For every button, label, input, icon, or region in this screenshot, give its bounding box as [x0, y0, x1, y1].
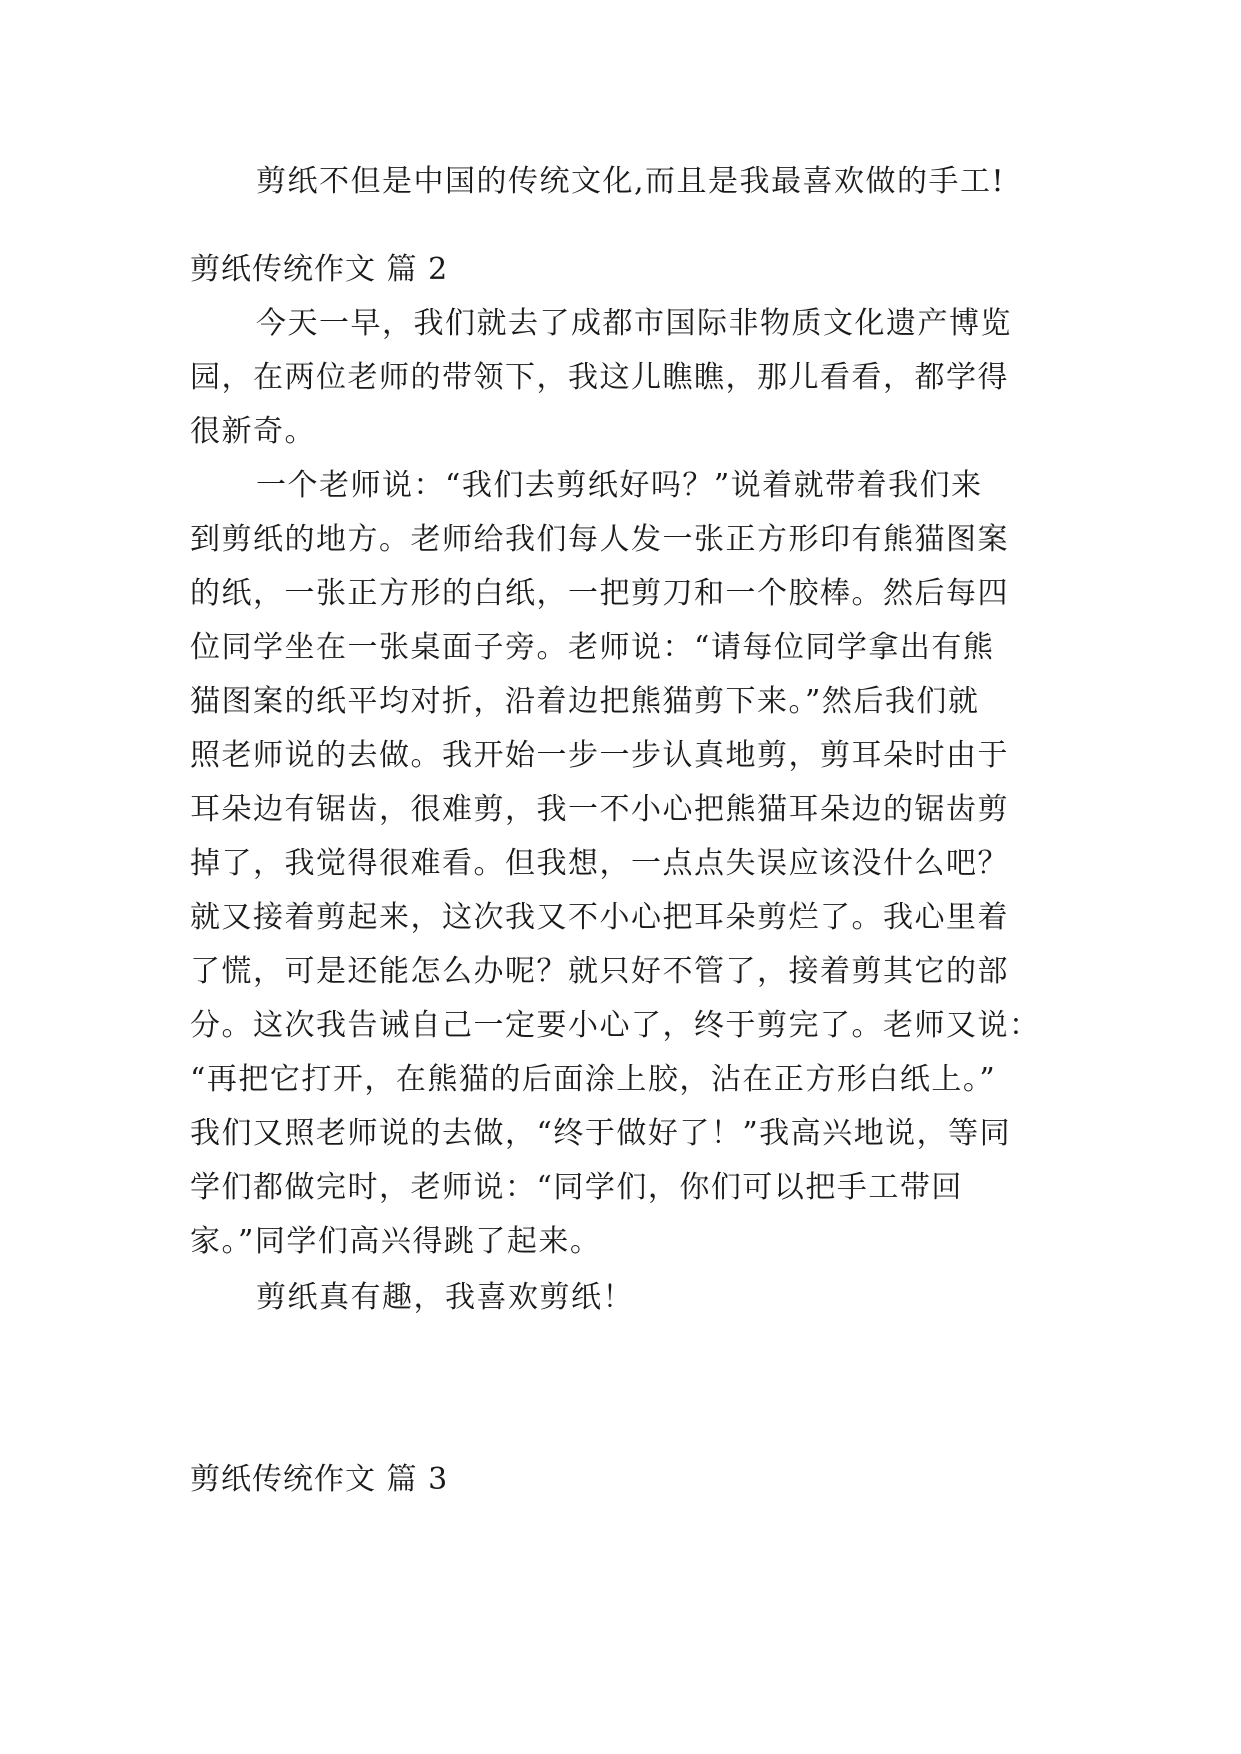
paragraph-line: 今天一早，我们就去了成都市国际非物质文化遗产博览	[256, 306, 1012, 341]
paragraph-line: 家。”同学们高兴得跳了起来。	[190, 1224, 602, 1259]
paragraph-line: 一个老师说：“我们去剪纸好吗？”说着就带着我们来	[256, 468, 983, 503]
paragraph-line: 到剪纸的地方。老师给我们每人发一张正方形印有熊猫图案	[190, 522, 1009, 557]
paragraph-line: 分。这次我告诫自己一定要小心了，终于剪完了。老师又说：	[190, 1008, 1041, 1043]
paragraph-line: 照老师说的去做。我开始一步一步认真地剪，剪耳朵时由于	[190, 738, 1009, 773]
paragraph-line: 耳朵边有锯齿，很难剪，我一不小心把熊猫耳朵边的锯齿剪	[190, 792, 1009, 827]
paragraph-line: 学们都做完时，老师说：“同学们，你们可以把手工带回	[190, 1170, 963, 1205]
paragraph-line: 的纸，一张正方形的白纸，一把剪刀和一个胶棒。然后每四	[190, 576, 1009, 611]
section-heading: 剪纸传统作文 篇 2	[190, 252, 449, 287]
paragraph-line: 剪纸真有趣，我喜欢剪纸！	[256, 1280, 634, 1315]
paragraph-line: 了慌，可是还能怎么办呢？就只好不管了，接着剪其它的部	[190, 954, 1009, 989]
paragraph-line: 掉了，我觉得很难看。但我想，一点点失误应该没什么吧？	[190, 846, 1009, 881]
section-heading: 剪纸传统作文 篇 3	[190, 1462, 449, 1497]
paragraph-line: 剪纸不但是中国的传统文化,而且是我最喜欢做的手工!	[256, 164, 1006, 199]
paragraph-line: “再把它打开，在熊猫的后面涂上胶，沾在正方形白纸上。”	[190, 1062, 997, 1097]
paragraph-line: 位同学坐在一张桌面子旁。老师说：“请每位同学拿出有熊	[190, 630, 995, 665]
paragraph-line: 很新奇。	[190, 414, 316, 449]
paragraph-line: 园，在两位老师的带领下，我这儿瞧瞧，那儿看看，都学得	[190, 360, 1009, 395]
paragraph-line: 我们又照老师说的去做，“终于做好了！”我高兴地说，等同	[190, 1116, 1012, 1151]
paragraph-line: 猫图案的纸平均对折，沿着边把熊猫剪下来。”然后我们就	[190, 684, 980, 719]
paragraph-line: 就又接着剪起来，这次我又不小心把耳朵剪烂了。我心里着	[190, 900, 1009, 935]
